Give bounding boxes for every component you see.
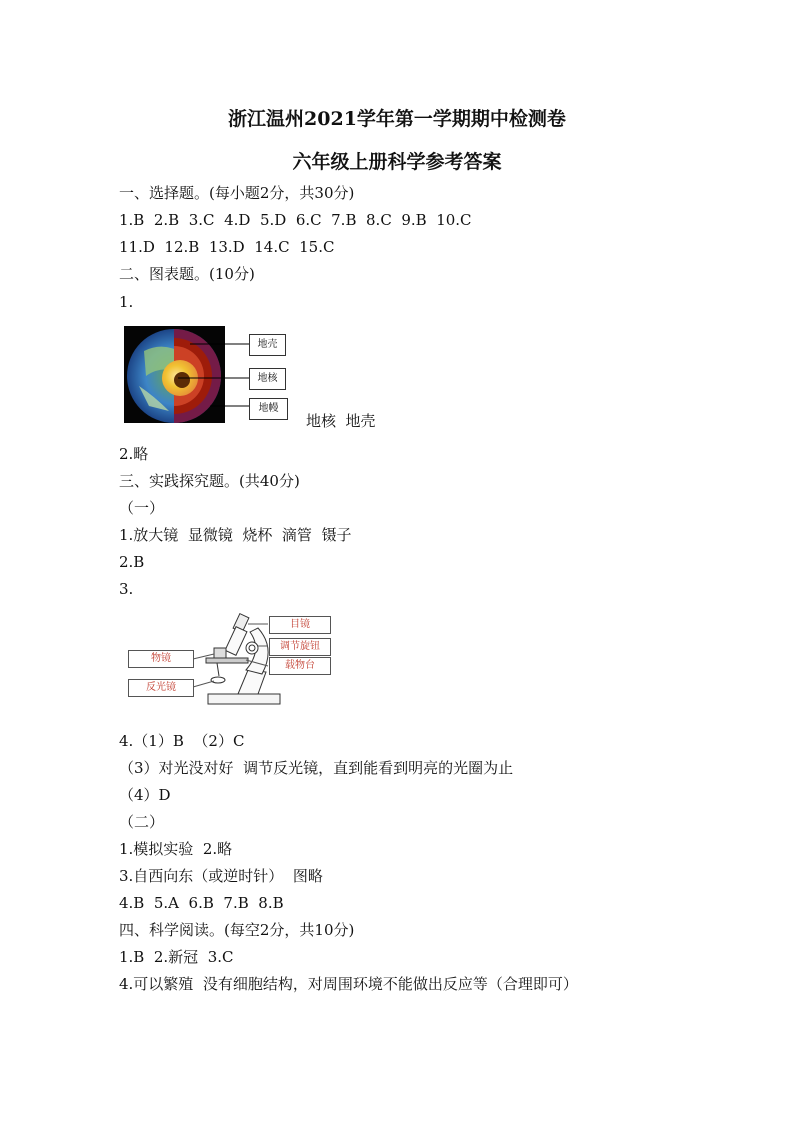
- section-4-heading: 四、科学阅读。(每空2分，共10分): [119, 921, 355, 939]
- document-title: 浙江温州2021学年第一学期期中检测卷: [228, 108, 566, 130]
- microscope-label-adjust-knob: 调节旋钮: [269, 638, 331, 656]
- section-2-question-1-answer: 地核 地壳: [306, 412, 376, 430]
- section-1-answers-row-2: 11.D 12.B 13.D 14.C 15.C: [119, 238, 335, 256]
- section-3-part-1-question-1: 1.放大镜 显微镜 烧杯 滴管 镊子: [119, 526, 352, 544]
- earth-label-crust: 地壳: [249, 334, 286, 356]
- microscope-label-objective: 物镜: [128, 650, 194, 668]
- earth-label-core: 地核: [249, 368, 286, 390]
- section-1-answers-row-1: 1.B 2.B 3.C 4.D 5.D 6.C 7.B 8.C 9.B 10.C: [119, 211, 472, 229]
- microscope-label-mirror: 反光镜: [128, 679, 194, 697]
- section-3-part-2-label: （二）: [119, 813, 165, 831]
- section-3-part-2-question-3: 3.自西向东（或逆时针） 图略: [119, 867, 323, 885]
- section-3-part-2-question-4: 4.B 5.A 6.B 7.B 8.B: [119, 894, 284, 912]
- section-3-heading: 三、实践探究题。(共40分): [119, 472, 300, 490]
- microscope-label-stage: 载物台: [269, 657, 331, 675]
- section-3-part-1-label: （一）: [119, 499, 165, 517]
- document-subtitle: 六年级上册科学参考答案: [292, 151, 502, 173]
- section-3-part-1-question-4: 4.（1）B （2）C: [119, 732, 245, 750]
- section-4-answers-row-2: 4.可以繁殖 没有细胞结构，对周围环境不能做出反应等（合理即可）: [119, 975, 578, 993]
- section-2-question-2: 2.略: [119, 445, 149, 463]
- section-2-question-1: 1.: [119, 293, 134, 311]
- section-3-part-2-question-1: 1.模拟实验 2.略: [119, 840, 233, 858]
- section-2-heading: 二、图表题。(10分): [119, 265, 255, 283]
- section-4-answers-row-1: 1.B 2.新冠 3.C: [119, 948, 234, 966]
- earth-label-mantle: 地幔: [249, 398, 288, 420]
- microscope-label-eyepiece: 目镜: [269, 616, 331, 634]
- section-1-heading: 一、选择题。(每小题2分，共30分): [119, 184, 355, 202]
- earth-label-lines: [170, 340, 252, 415]
- section-3-part-1-question-3: 3.: [119, 580, 134, 598]
- section-3-part-1-question-4-4: （4）D: [119, 786, 171, 804]
- section-3-part-1-question-2: 2.B: [119, 553, 145, 571]
- section-3-part-1-question-4-3: （3）对光没对好 调节反光镜，直到能看到明亮的光圈为止: [119, 759, 514, 777]
